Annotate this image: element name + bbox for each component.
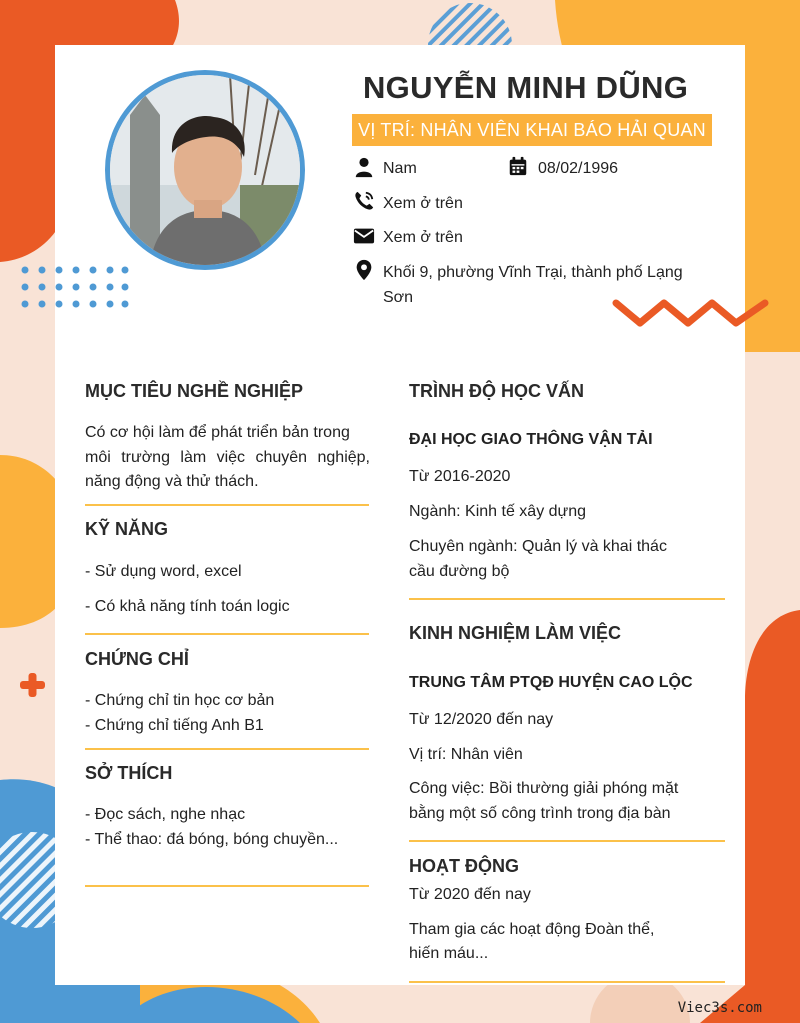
hobby-item: - Thể thao: đá bóng, bóng chuyền... — [85, 831, 339, 848]
email-icon — [353, 225, 375, 247]
divider — [85, 748, 369, 750]
education-heading: TRÌNH ĐỘ HỌC VẤN — [409, 381, 584, 401]
skill-item: - Sử dụng word, excel — [85, 563, 242, 580]
birthdate-value: 08/02/1996 — [538, 160, 619, 177]
activities-text: Tham gia các hoạt động Đoàn thể, — [409, 921, 655, 938]
objective-line: năng động và thử thách. — [85, 473, 259, 490]
certificate-item: - Chứng chỉ tin học cơ bản — [85, 692, 275, 709]
certificate-item: - Chứng chỉ tiếng Anh B1 — [85, 717, 264, 734]
hobbies-heading: SỞ THÍCH — [85, 763, 173, 783]
education-specialty: cầu đường bộ — [409, 563, 510, 580]
position-badge: VỊ TRÍ: NHÂN VIÊN KHAI BÁO HẢI QUAN — [352, 114, 712, 146]
divider — [409, 981, 725, 983]
divider — [85, 885, 369, 887]
avatar — [110, 75, 300, 265]
phone-value: Xem ở trên — [383, 195, 463, 212]
activities-period: Từ 2020 đến nay — [409, 886, 531, 903]
experience-heading: KINH NGHIỆM LÀM VIỆC — [409, 623, 622, 643]
experience-position: Vị trí: Nhân viên — [409, 746, 523, 763]
profile-photo — [105, 70, 305, 270]
gender-value: Nam — [383, 160, 417, 177]
divider — [409, 840, 725, 842]
address-line-2: Sơn — [383, 289, 414, 306]
education-specialty: Chuyên ngành: Quản lý và khai thác — [409, 538, 667, 555]
education-major: Ngành: Kinh tế xây dựng — [409, 503, 587, 520]
calendar-icon — [507, 155, 529, 177]
objective-line: môi trường làm việc chuyên nghiệp, — [85, 449, 370, 466]
user-icon — [353, 156, 375, 178]
hobby-item: - Đọc sách, nghe nhạc — [85, 806, 246, 823]
objective-heading: MỤC TIÊU NGHỀ NGHIỆP — [85, 381, 304, 401]
experience-job: Công việc: Bồi thường giải phóng mặt — [409, 780, 679, 797]
location-icon — [353, 259, 375, 281]
activities-text: hiến máu... — [409, 945, 489, 962]
experience-job: bằng một số công trình trong địa bàn — [409, 805, 671, 822]
divider — [85, 504, 369, 506]
address-line-1: Khối 9, phường Vĩnh Trại, thành phố Lạng — [383, 264, 683, 281]
skills-heading: KỸ NĂNG — [85, 519, 169, 539]
phone-icon — [353, 190, 375, 212]
candidate-name: NGUYỄN MINH DŨNG — [363, 70, 689, 105]
school-name: ĐẠI HỌC GIAO THÔNG VẬN TẢI — [409, 431, 653, 448]
skill-item: - Có khả năng tính toán logic — [85, 598, 290, 615]
experience-period: Từ 12/2020 đến nay — [409, 711, 554, 728]
company-name: TRUNG TÂM PTQĐ HUYỆN CAO LỘC — [409, 674, 693, 691]
certificates-heading: CHỨNG CHỈ — [85, 649, 189, 669]
education-period: Từ 2016-2020 — [409, 468, 511, 485]
activities-heading: HOẠT ĐỘNG — [409, 856, 519, 876]
divider — [85, 633, 369, 635]
divider — [409, 598, 725, 600]
watermark: Viec3s.com — [677, 1000, 762, 1016]
objective-line: Có cơ hội làm để phát triển bản trong — [85, 424, 350, 441]
email-value: Xem ở trên — [383, 229, 463, 246]
